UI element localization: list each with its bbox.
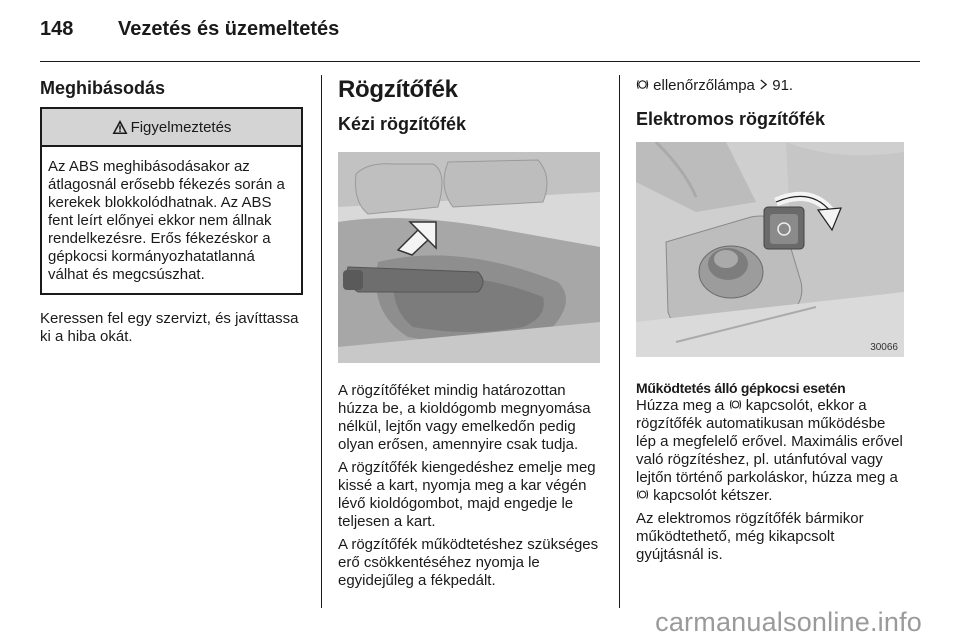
paragraph-reduce-force: A rögzítőfék működtetéshez szükséges erő csökkentéséhez nyomja le egyidejűleg a fékpedált.	[338, 536, 599, 589]
lamp-text: ellenőrzőlámpa	[653, 77, 755, 94]
manual-handbrake-illustration	[338, 152, 600, 363]
parking-brake-switch-icon	[729, 398, 742, 411]
warning-title: Figyelmeztetés	[130, 118, 232, 136]
paragraph-release-brake: A rögzítőfék kiengedéshez emelje meg kissé a kart, nyomja meg a kar végén lévő kioldógombot, majd engedje le teljesen a kart.	[338, 459, 596, 530]
section-heading-malfunction: Meghibásodás	[40, 78, 166, 98]
header-rule	[40, 61, 920, 62]
watermark: carmanualsonline.info	[655, 607, 922, 637]
section-heading-electric-brake: Elektromos rögzítőfék	[636, 109, 826, 129]
paragraph-electric-operation	[636, 397, 904, 505]
column-divider	[321, 75, 322, 608]
paragraph-text: kapcsolót kétszer.	[653, 487, 773, 504]
paragraph-anytime-operation: Az elektromos rögzítőfék bármikor működtethető, még kikapcsolt gyújtásnál is.	[636, 510, 864, 563]
paragraph-apply-brake: A rögzítőféket mindig határozottan húzza be, a kioldógomb megnyomása nélkül, lejtőn vagy emelkedőn pedig olyan erősen, amennyire csak tudja.	[338, 382, 591, 453]
subheading-manual-brake: Kézi rögzítőfék	[338, 114, 467, 134]
paragraph-text: Húzza meg a	[636, 397, 725, 414]
warning-header	[42, 109, 301, 147]
column-divider	[619, 75, 620, 608]
warning-box	[40, 107, 303, 295]
page-header	[40, 14, 920, 46]
warning-triangle-icon	[112, 119, 128, 135]
page-title: Vezetés és üzemeltetés	[118, 18, 340, 40]
column-right	[636, 74, 904, 564]
lamp-page-ref: 91.	[772, 77, 794, 94]
figure-number: 30066	[870, 342, 898, 353]
warning-text: Az ABS meghibásodásakor az átlagosnál erősebb fékezés során a kerekek blokkolódhatnak. Az ABS fent leírt előnyei ekkor nem állnak rendelkezésre. Erős fékezéskor a gépkocsi kormányozhatatlanná válhat és megcsúszhat.	[48, 158, 285, 283]
subheading-stationary-operation: Működtetés álló gépkocsi esetén	[636, 380, 846, 396]
column-left	[40, 74, 303, 346]
lamp-reference	[636, 77, 904, 95]
parking-brake-switch-icon	[636, 488, 649, 501]
page-reference-arrow-icon	[759, 78, 768, 91]
electric-brake-switch-illustration	[636, 142, 904, 357]
brake-warning-lamp-icon	[636, 78, 649, 91]
paragraph-text: kapcsolót, ekkor a rögzítőfék automatikusan működésbe lép a megfelelő erővel. Maximális erővel való rögzítéshez, pl. utánfutóval vagy lejtőn történő parkoláskor, húzza meg a	[636, 397, 903, 486]
page-number: 148	[40, 18, 74, 40]
service-paragraph: Keressen fel egy szervizt, és javíttassa ki a hiba okát.	[40, 310, 299, 345]
column-middle	[338, 74, 600, 590]
section-heading-parking-brake: Rögzítőfék	[338, 76, 458, 103]
